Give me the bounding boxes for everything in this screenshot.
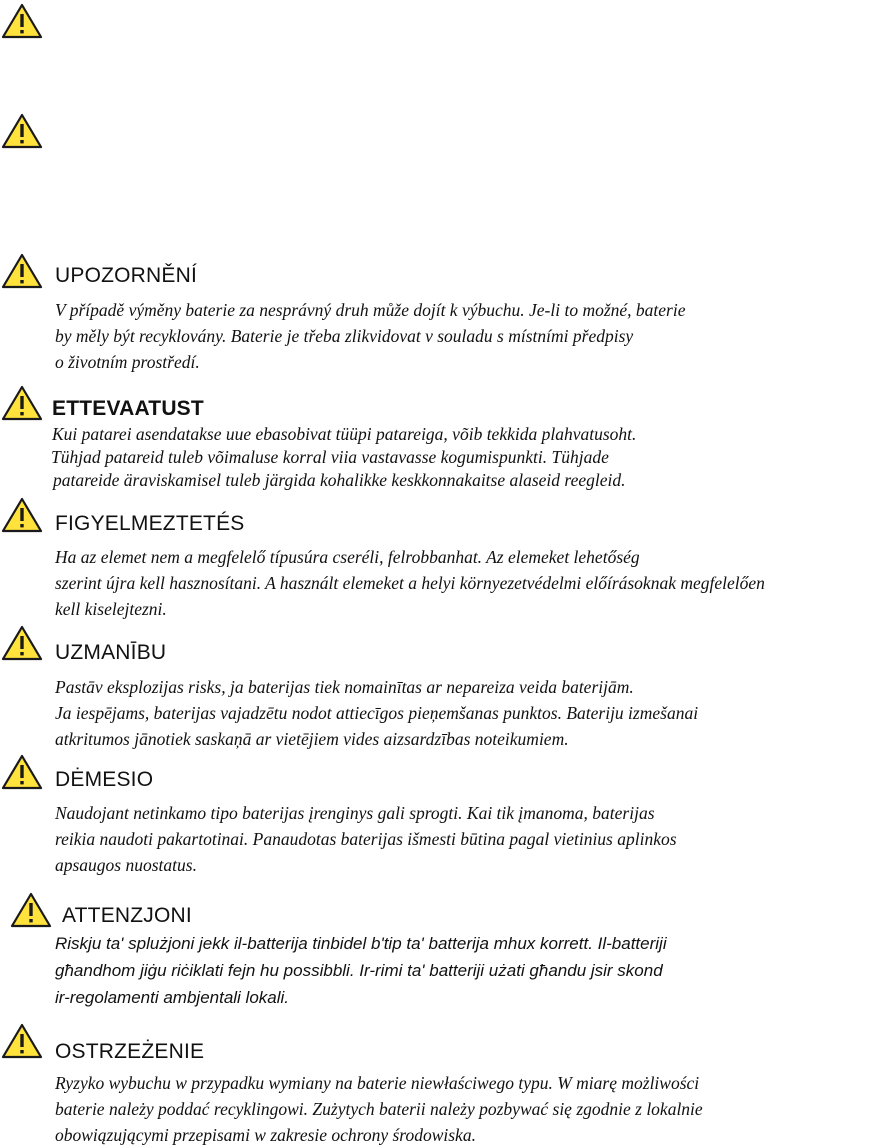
section-text-line: reikia naudoti pakartotinai. Panaudotas baterijas išmesti būtina pagal vietinius aplinkos [55, 829, 677, 849]
section-text-line: għandhom jiġu riċiklati fejn hu possibbli. Ir-rimi ta' batteriji użati għandu jsir skond [55, 961, 663, 980]
warning-triangle-icon [0, 252, 44, 290]
warning-triangle-icon [0, 384, 44, 422]
warning-triangle-icon [0, 496, 44, 534]
section-text-line: Ryzyko wybuchu w przypadku wymiany na baterie niewłaściwego typu. W miarę możliwości [55, 1073, 700, 1093]
section-text-line: Riskju ta' splużjoni jekk il-batterija tinbidel b'tip ta' batterija mhux korrett. Il-batteriji [55, 934, 667, 953]
section-heading: DĖMESIO [55, 768, 154, 791]
section-text-line: baterie należy poddać recyklingowi. Zużytych baterii należy pozbywać się zgodnie z lokalnie [55, 1099, 703, 1119]
section-heading: UPOZORNĚNÍ [55, 264, 198, 287]
section-text-line: atkritumos jānotiek saskaņā ar vietējiem vides aizsardzības noteikumiem. [55, 729, 569, 749]
section-text-line: kell kiselejtezni. [55, 599, 167, 619]
section-text-line: ir-regolamenti ambjentali lokali. [55, 988, 290, 1007]
section-text-line: patareide äraviskamisel tuleb järgida kohalikke keskkonnakaitse alaseid reegleid. [53, 470, 626, 490]
section-text-line: by měly být recyklovány. Baterie je třeba zlikvidovat v souladu s místními předpisy [55, 326, 634, 346]
section-text-line: Naudojant netinkamo tipo baterijas įrenginys gali sprogti. Kai tik įmanoma, baterijas [55, 803, 655, 823]
warning-triangle-icon [0, 753, 44, 791]
warning-triangle-icon [0, 112, 44, 150]
section-text-line: Ha az elemet nem a megfelelő típusúra cseréli, felrobbanhat. Az elemeket lehetőség [55, 547, 640, 567]
section-text-line: apsaugos nuostatus. [55, 855, 197, 875]
warning-triangle-icon [9, 891, 53, 929]
section-heading: ETTEVAATUST [52, 397, 204, 420]
section-text-line: Ja iespējams, baterijas vajadzētu nodot attiecīgos pieņemšanas punktos. Bateriju izmešanai [55, 703, 699, 723]
section-heading: OSTRZEŻENIE [55, 1040, 205, 1063]
warning-triangle-icon [0, 624, 44, 662]
section-text-line: o životním prostředí. [55, 352, 200, 372]
section-text-line: V případě výměny baterie za nesprávný druh může dojít k výbuchu. Je-li to možné, baterie [55, 300, 686, 320]
section-heading: UZMANĪBU [55, 641, 167, 664]
warning-triangle-icon [0, 2, 44, 40]
section-heading: ATTENZJONI [62, 904, 192, 927]
section-text-line: szerint újra kell hasznosítani. A használt elemeket a helyi környezetvédelmi előírásoknak megfelelően [55, 573, 765, 593]
section-text-line: obowiązującymi przepisami w zakresie ochrony środowiska. [55, 1125, 476, 1145]
section-text-line: Tühjad patareid tuleb võimaluse korral viia vastavasse kogumispunkti. Tühjade [51, 447, 609, 467]
section-heading: FIGYELMEZTETÉS [55, 512, 245, 535]
section-text-line: Pastāv eksplozijas risks, ja baterijas tiek nomainītas ar nepareiza veida baterijām. [55, 677, 634, 697]
warning-triangle-icon [0, 1022, 44, 1060]
section-text-line: Kui patarei asendatakse uue ebasobivat tüüpi patareiga, võib tekkida plahvatusoht. [52, 424, 637, 444]
